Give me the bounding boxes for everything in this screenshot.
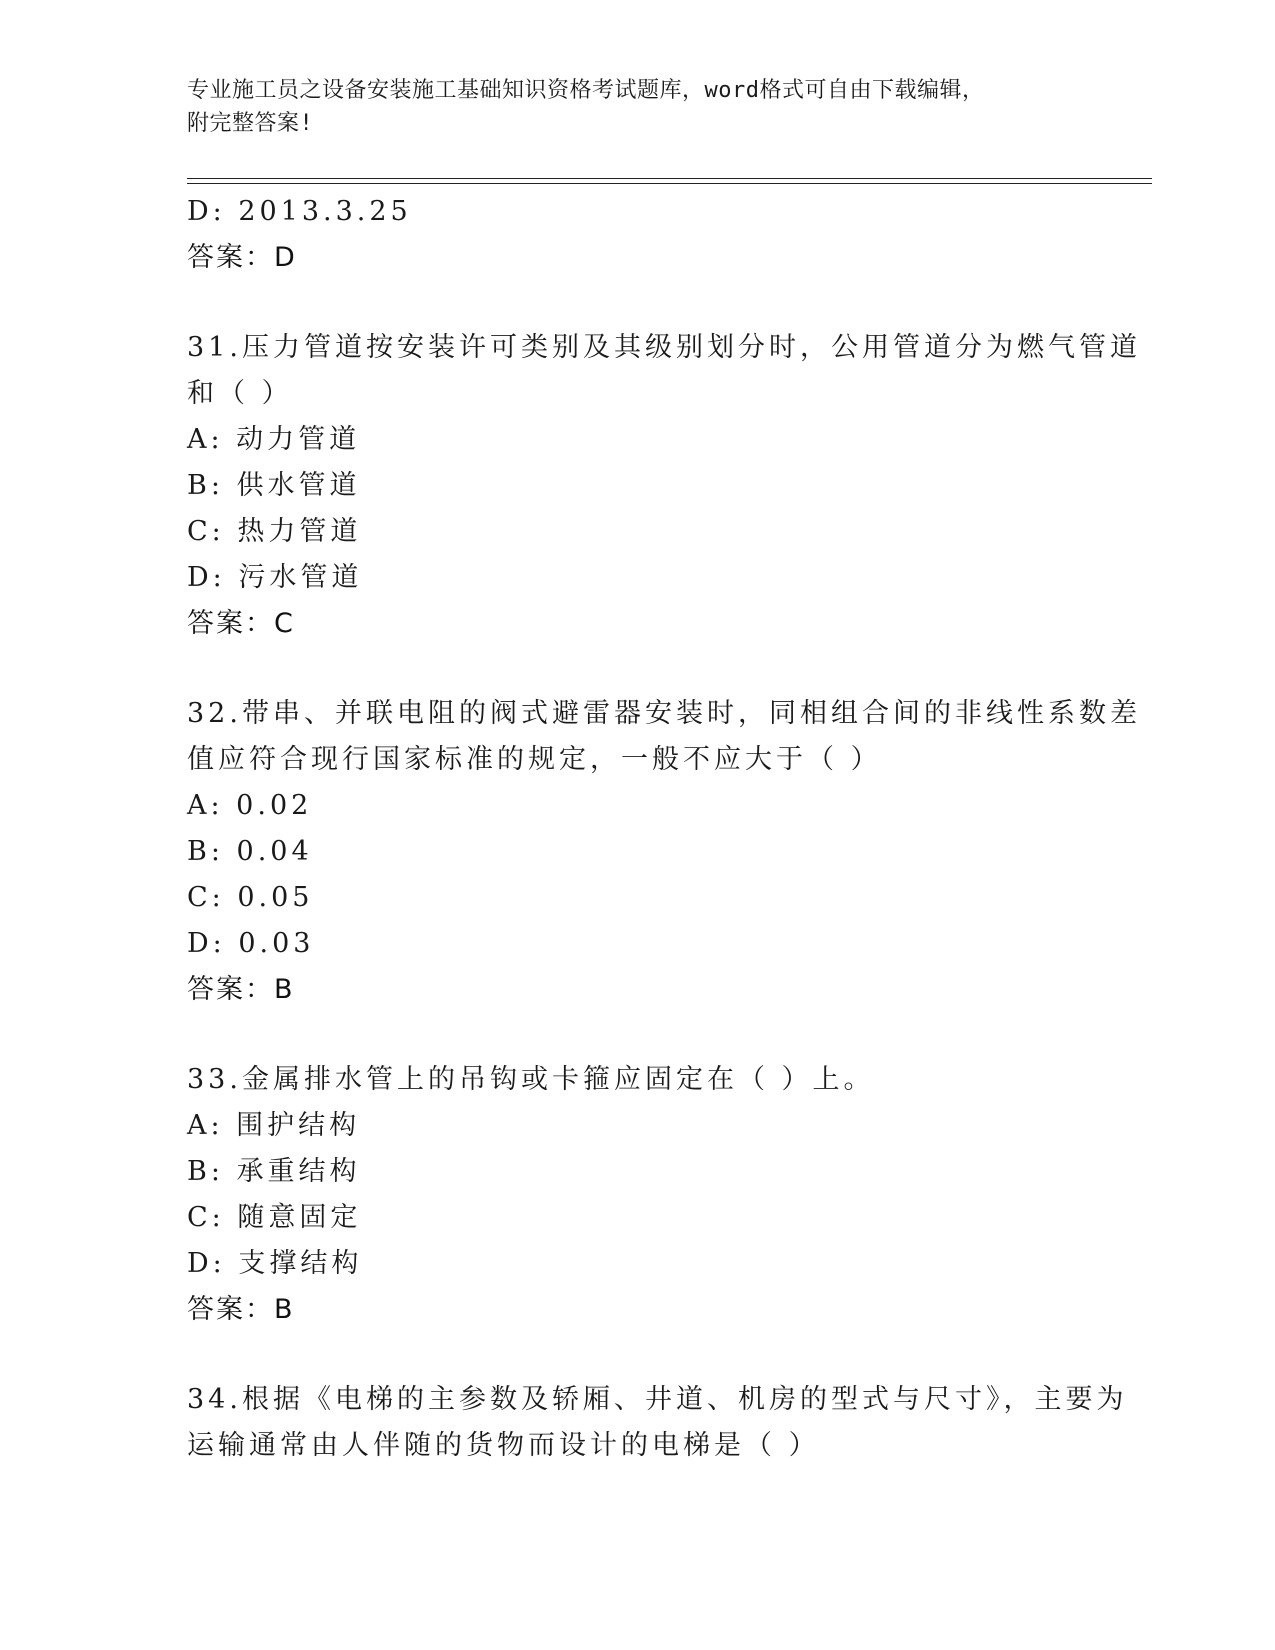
option-c: C: 0.05	[187, 882, 314, 913]
answer-label: 答案：	[187, 608, 274, 639]
option-a: A: 围护结构	[187, 1110, 361, 1141]
option-d: D: 污水管道	[187, 562, 363, 593]
question-stem: 32.带串、并联电阻的阀式避雷器安装时，同相组合间的非线性系数差	[187, 698, 1141, 729]
answer-line	[187, 601, 1087, 647]
option-b: B: 承重结构	[187, 1156, 361, 1187]
answer-value: B	[274, 1294, 294, 1325]
answer-value: C	[274, 608, 294, 639]
option-a: A: 0.02	[187, 790, 313, 821]
option-c: C: 热力管道	[187, 516, 362, 547]
option-d: D: 支撑结构	[187, 1248, 363, 1279]
question-30-tail	[187, 189, 1087, 281]
document-header	[187, 74, 1087, 140]
header-divider-bottom	[187, 183, 1152, 184]
question-stem: 31.压力管道按安装许可类别及其级别划分时，公用管道分为燃气管道	[187, 332, 1141, 363]
header-divider-top	[187, 178, 1152, 179]
answer-label: 答案：	[187, 1294, 274, 1325]
answer-line	[187, 967, 1087, 1013]
question-stem: 34.根据《电梯的主参数及轿厢、井道、机房的型式与尺寸》，主要为	[187, 1384, 1128, 1415]
header-title-line-2: 附完整答案!	[187, 111, 314, 136]
question-list	[187, 189, 1141, 1469]
header-title-line-1: 专业施工员之设备安装施工基础知识资格考试题库，word格式可自由下载编辑，	[187, 78, 985, 103]
answer-value: D	[274, 242, 296, 273]
option-b: B: 供水管道	[187, 470, 361, 501]
question-33	[187, 1057, 1087, 1333]
answer-line	[187, 235, 1087, 281]
question-32	[187, 691, 1141, 1013]
answer-line	[187, 1287, 1087, 1333]
option-c: C: 随意固定	[187, 1202, 362, 1233]
option-d: D: 0.03	[187, 928, 315, 959]
spacer	[187, 1013, 1087, 1057]
question-31	[187, 325, 1141, 647]
question-stem: 和（ ）	[187, 378, 293, 409]
question-stem: 值应符合现行国家标准的规定，一般不应大于（ ）	[187, 744, 882, 775]
option-b: B: 0.04	[187, 836, 313, 867]
question-stem: 运输通常由人伴随的货物而设计的电梯是（ ）	[187, 1430, 820, 1461]
option-a: A: 动力管道	[187, 424, 361, 455]
option-d: D: 2013.3.25	[187, 196, 412, 227]
spacer	[187, 647, 1087, 691]
answer-value: B	[274, 974, 294, 1005]
answer-label: 答案：	[187, 242, 274, 273]
question-34	[187, 1377, 1128, 1469]
answer-label: 答案：	[187, 974, 274, 1005]
spacer	[187, 281, 1087, 325]
spacer	[187, 1333, 1087, 1377]
question-stem: 33.金属排水管上的吊钩或卡箍应固定在（ ）上。	[187, 1064, 875, 1095]
